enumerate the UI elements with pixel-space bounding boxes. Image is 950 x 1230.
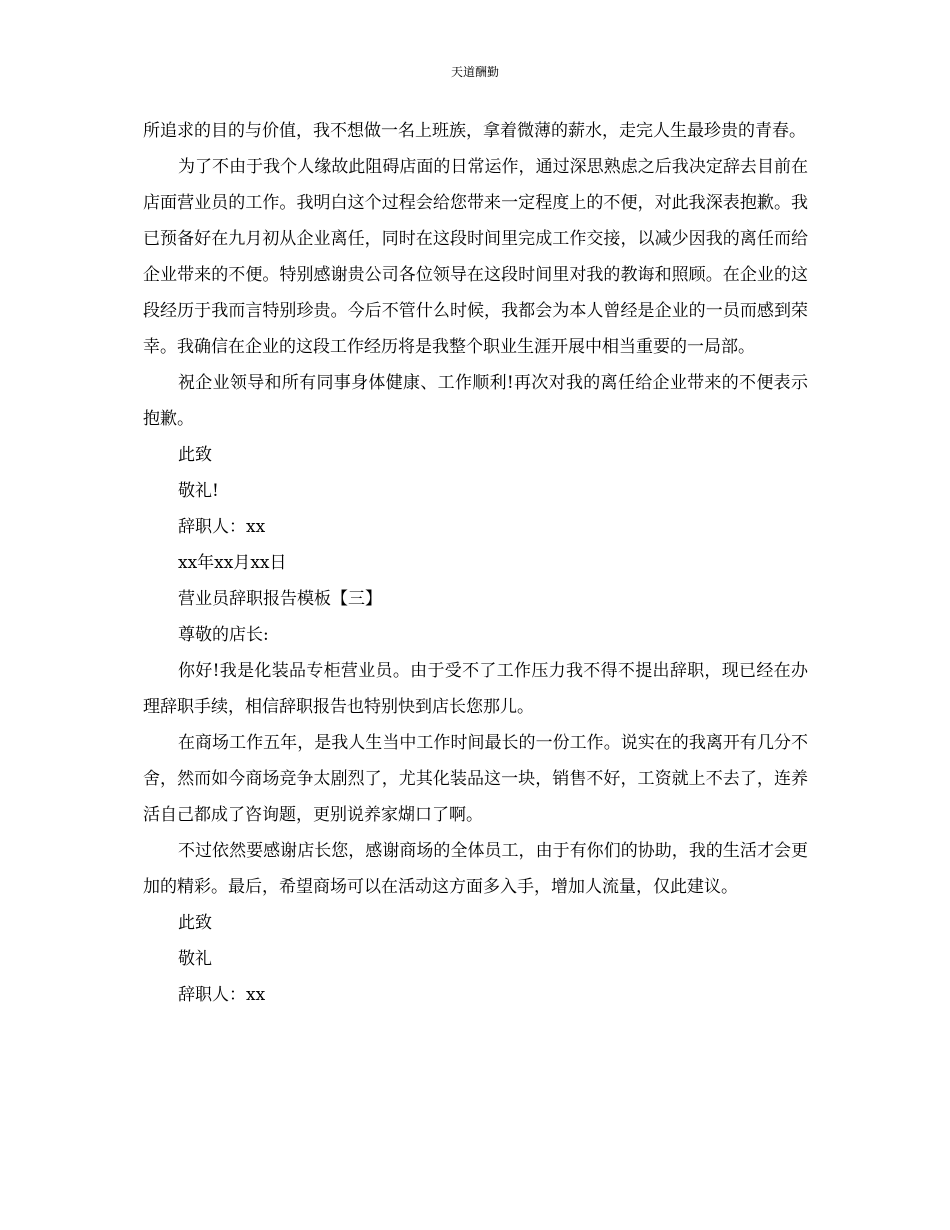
paragraph-continuation: 所追求的目的与价值，我不想做一名上班族，拿着微薄的薪水，走完人生最珍贵的青春。 bbox=[143, 121, 806, 141]
closing-salutation: 此致 bbox=[178, 445, 212, 465]
signature-line: 辞职人：xx bbox=[178, 985, 266, 1005]
signature-line: 辞职人：xx bbox=[178, 517, 266, 537]
section-title: 营业员辞职报告模板【三】 bbox=[178, 589, 382, 609]
paragraph-closing-wishes: 祝企业领导和所有同事身体健康、工作顺利!再次对我的离任给企业带来的不便表示抱歉。 bbox=[143, 373, 808, 429]
closing-regards: 敬礼! bbox=[178, 481, 219, 501]
document-body bbox=[143, 113, 808, 1013]
closing-regards: 敬礼 bbox=[178, 949, 212, 969]
paragraph-resignation-reason: 为了不由于我个人缘故此阻碍店面的日常运作，通过深思熟虑之后我决定辞去目前在店面营业员的工作。我明白这个过程会给您带来一定程度上的不便，对此我深表抱歉。我已预备好在九月初从企业离任，同时在这段时间里完成工作交接，以减少因我的离任而给企业带来的不便。特别感谢贵公司各位领导在这段时间里对我的教诲和照顾。在企业的这段经历于我而言特别珍贵。今后不管什么时候，我都会为本人曾经是企业的一员而感到荣幸。我确信在企业的这段工作经历将是我整个职业生涯开展中相当重要的一局部。 bbox=[143, 157, 808, 357]
date-line: xx年xx月xx日 bbox=[178, 553, 287, 573]
paragraph-work-history: 在商场工作五年，是我人生当中工作时间最长的一份工作。说实在的我离开有几分不舍，然而如今商场竞争太剧烈了，尤其化装品这一块，销售不好，工资就上不去了，连养活自己都成了咨询题，更别说养家煳口了啊。 bbox=[143, 733, 808, 825]
paragraph-intro: 你好!我是化装品专柜营业员。由于受不了工作压力我不得不提出辞职，现已经在办理辞职手续，相信辞职报告也特别快到店长您那儿。 bbox=[143, 661, 808, 717]
closing-salutation: 此致 bbox=[178, 913, 212, 933]
paragraph-thanks: 不过依然要感谢店长您，感谢商场的全体员工，由于有你们的协助，我的生活才会更加的精彩。最后，希望商场可以在活动这方面多入手，增加人流量，仅此建议。 bbox=[143, 841, 808, 897]
page-header: 天道酬勤 bbox=[450, 65, 499, 79]
greeting: 尊敬的店长: bbox=[178, 625, 269, 645]
